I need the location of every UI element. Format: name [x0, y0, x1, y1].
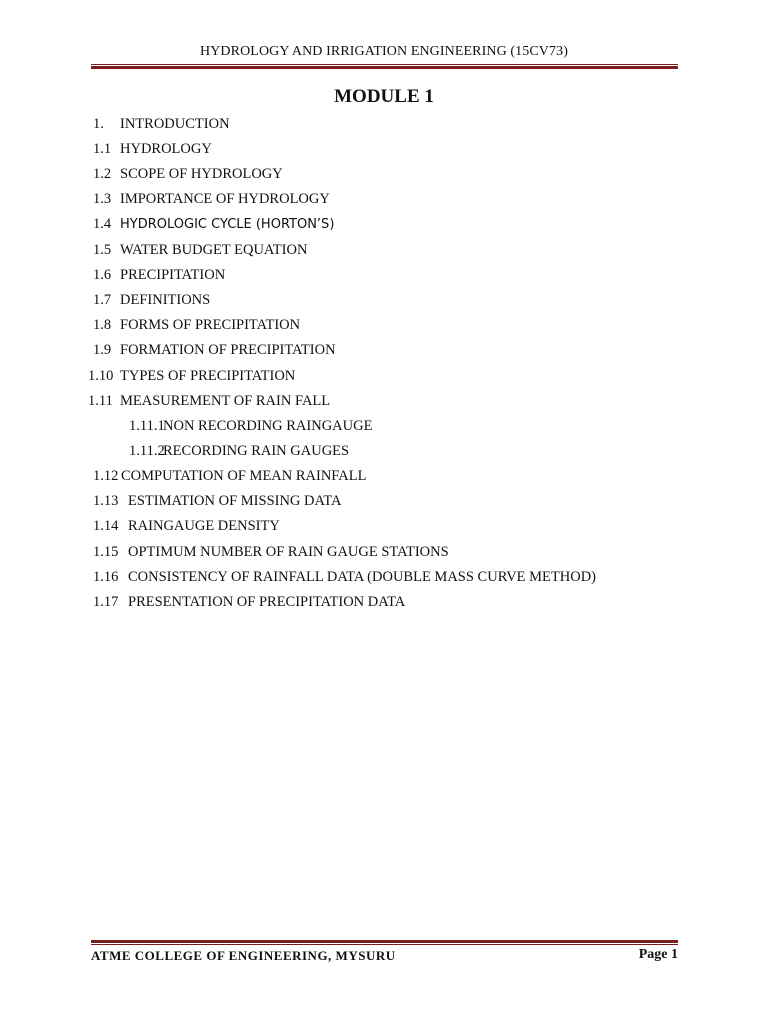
toc-subitem [129, 443, 349, 460]
toc-label: IMPORTANCE OF HYDROLOGY [120, 191, 330, 207]
toc-label: PRECIPITATION [120, 267, 226, 283]
toc-number: 1.1 [93, 141, 112, 157]
toc-item [93, 342, 336, 359]
toc-number: 1.4 [93, 216, 112, 232]
toc-number: 1.6 [93, 267, 112, 283]
footer-college-text: ATME COLLEGE OF ENGINEERING, MYSURU [91, 948, 396, 963]
toc-number: 1.11 [88, 393, 113, 409]
toc-number: 1. [93, 116, 104, 132]
toc-item [93, 569, 596, 586]
toc-number: 1.10 [88, 368, 114, 384]
header-rule-thin [91, 64, 678, 65]
footer-rule-thick [91, 940, 678, 943]
footer-rule-thin [91, 944, 678, 945]
toc-label: COMPUTATION OF MEAN RAINFALL [121, 468, 367, 484]
toc-number: 1.16 [93, 569, 119, 585]
toc-label: MEASUREMENT OF RAIN FALL [120, 393, 331, 409]
toc-label: INTRODUCTION [120, 116, 230, 132]
footer-college-name [91, 946, 396, 963]
toc-number: 1.17 [93, 594, 119, 610]
toc-label: WATER BUDGET EQUATION [120, 242, 308, 258]
toc-item [93, 292, 210, 309]
toc-number: 1.14 [93, 518, 119, 534]
module-title: MODULE 1 [334, 86, 434, 107]
toc-item [93, 493, 342, 510]
toc-label: HYDROLOGY [120, 141, 212, 157]
toc-item [93, 216, 334, 233]
toc-item [93, 242, 307, 259]
toc-label: DEFINITIONS [120, 292, 211, 308]
toc-item [93, 166, 283, 183]
toc-number: 1.5 [93, 242, 112, 258]
running-header: HYDROLOGY AND IRRIGATION ENGINEERING (15CV73) [200, 44, 568, 59]
toc-number: 1.9 [93, 342, 112, 358]
toc-subitem [129, 418, 372, 435]
toc-label: FORMATION OF PRECIPITATION [120, 342, 336, 358]
toc-label: PRESENTATION OF PRECIPITATION DATA [128, 594, 406, 610]
toc-item [93, 468, 366, 485]
toc-item [93, 141, 212, 158]
toc-item [93, 317, 300, 334]
toc-label: CONSISTENCY OF RAINFALL DATA (DOUBLE MASS CURVE METHOD) [128, 569, 597, 585]
toc-label: TYPES OF PRECIPITATION [120, 368, 296, 384]
toc-item [93, 518, 280, 535]
toc-label: NON RECORDING RAINGAUGE [163, 418, 373, 434]
toc-label: OPTIMUM NUMBER OF RAIN GAUGE STATIONS [128, 544, 449, 560]
toc-number: 1.11.2 [129, 443, 165, 459]
page-number: Page 1 [638, 947, 678, 962]
toc-number: 1.11.1 [129, 418, 165, 434]
toc-number: 1.8 [93, 317, 112, 333]
toc-number: 1.13 [93, 493, 119, 509]
toc-item [93, 267, 225, 284]
toc-number: 1.2 [93, 166, 112, 182]
toc-number: 1.7 [93, 292, 112, 308]
toc-number: 1.12 [93, 468, 119, 484]
toc-label: RECORDING RAIN GAUGES [163, 443, 350, 459]
toc-number: 1.3 [93, 191, 112, 207]
toc-label: HYDROLOGIC CYCLE (HORTON’S) [120, 217, 335, 232]
toc-item [93, 191, 330, 208]
toc-number: 1.15 [93, 544, 119, 560]
toc-label: SCOPE OF HYDROLOGY [120, 166, 283, 182]
toc-item [93, 544, 449, 561]
toc-label: FORMS OF PRECIPITATION [120, 317, 301, 333]
toc-label: ESTIMATION OF MISSING DATA [128, 493, 342, 509]
toc-label: RAINGAUGE DENSITY [128, 518, 280, 534]
toc-item [88, 393, 330, 410]
toc-item [93, 116, 230, 133]
toc-item [93, 594, 405, 611]
header-rule-thick [91, 66, 678, 69]
toc-item [88, 368, 295, 385]
